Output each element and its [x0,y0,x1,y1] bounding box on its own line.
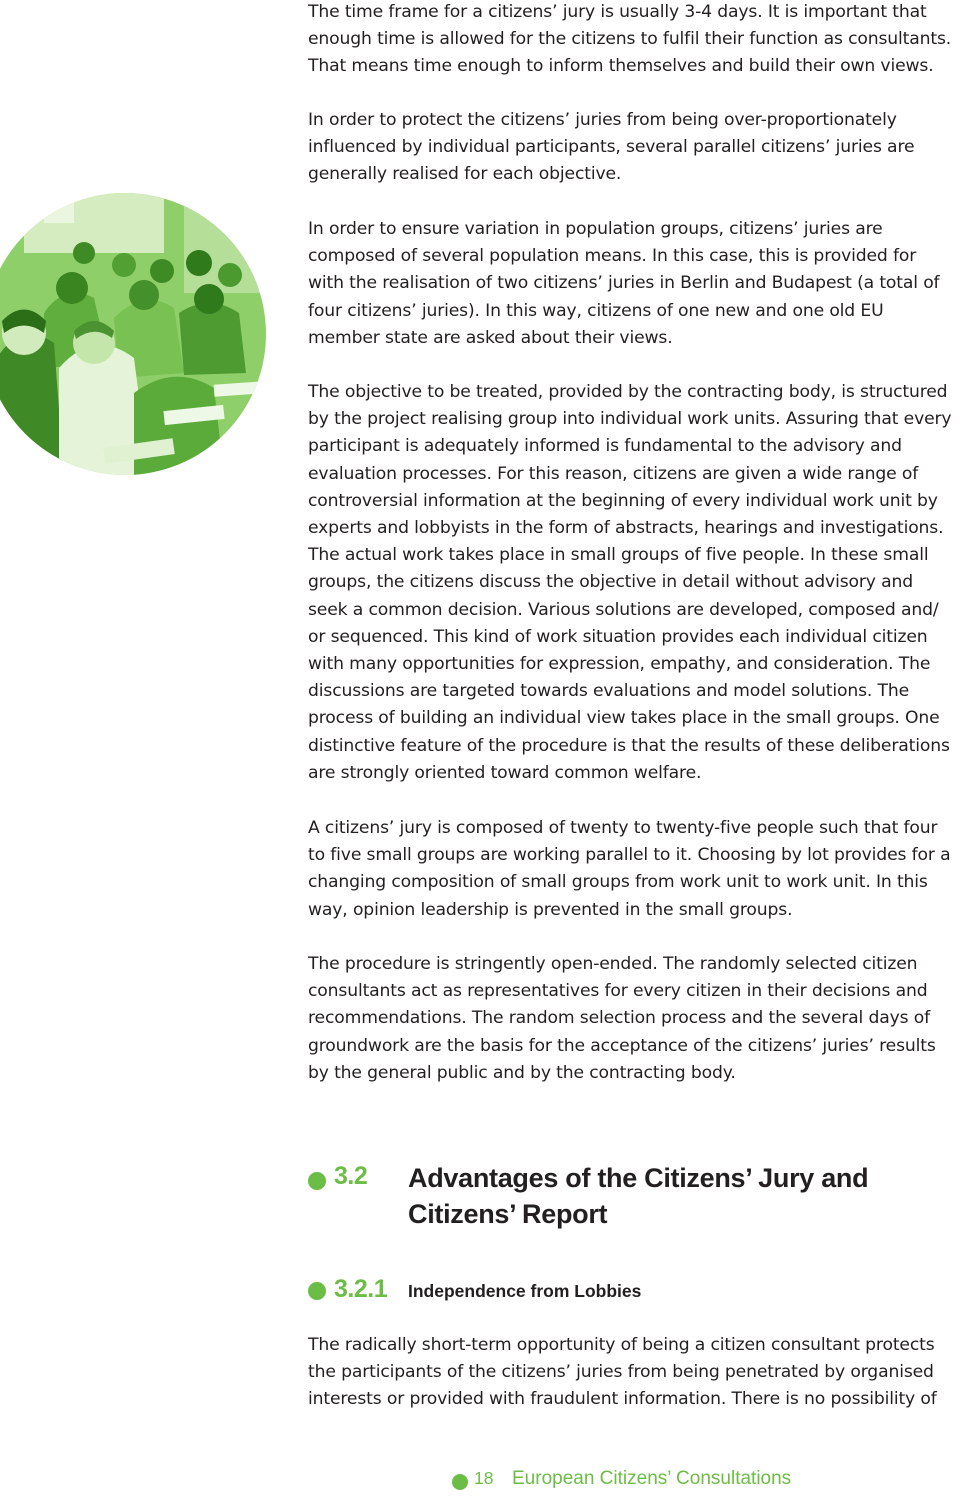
bullet-dot-icon [308,1172,326,1190]
subsection-heading [308,1275,948,1305]
section-title: Advantages of the Citizens’ Jury and Citizens’ Report [408,1163,869,1229]
subsection-title: Independence from Lobbies [408,1281,642,1301]
paragraph-parallel-juries: In order to protect the citizens’ juries from being over-proportionately influenced by individual participants, several parallel citizens’ juries are generally realised for each objective. [308,110,915,185]
citizens-jury-photo [0,193,266,475]
paragraph-jury-composition: A citizens’ jury is composed of twenty to twenty-five people such that four to five small groups are working parallel to it. Choosing by lot provides for a changing composition of small groups from work unit to work unit. In this way, opinion leadership is prevented in the small groups. [308,818,951,920]
bullet-dot-icon [308,1282,326,1300]
paragraph-population-groups: In order to ensure variation in population groups, citizens’ juries are composed of several population means. In this case, this is provided for with the realisation of two citizens’ juries in Berlin and Budapest (a total of four citizens’ juries). In this way, citizens of one new and one old EU member state are asked about their views. [308,219,940,348]
subsection-number: 3.2.1 [334,1275,388,1303]
section-number: 3.2 [334,1162,368,1190]
paragraph-time-frame: The time frame for a citizens’ jury is usually 3-4 days. It is important that enough time is allowed for the citizens to fulfil their function as consultants. That means time enough to inform themselves and build their own views. [308,2,952,77]
running-title: European Citizens’ Consultations [512,1468,792,1489]
paragraph-open-ended: The procedure is stringently open-ended. The randomly selected citizen consultants act as representatives for every citizen in their decisions and recommendations. The random selection process and the several days of groundwork are the basis for the acceptance of the citizens’ juries’ results by the general public and by the contracting body. [308,954,936,1083]
footer-dot-icon [452,1474,468,1490]
paragraph-work-units: The objective to be treated, provided by the contracting body, is structured by the project realising group into individual work units. Assuring that every participant is adequately informed is fundamental to the advisory and evaluation processes. For this reason, citizens are given a wide range of controversial information at the beginning of every individual work unit by experts and lobbyists in the form of abstracts, hearings and investigations. The actual work takes place in small groups of five people. In these small groups, the citizens discuss the objective in detail without advisory and seek a common decision. Various solutions are developed, composed and/ or sequenced. This kind of work situation provides each individual citizen with many opportunities for expression, empathy, and consideration. The discussions are targeted towards evaluations and model solutions. The process of building an individual view takes place in the small groups. One distinctive feature of the procedure is that the results of these deliberations are strongly oriented toward common welfare. [308,382,952,783]
page-number: 18 [474,1468,494,1488]
paragraph-short-term: The radically short-term opportunity of being a citizen consultant protects the participants of the citizens’ juries from being penetrated by organised interests or provided with fraudulent information. There is no possibility of [308,1335,937,1410]
